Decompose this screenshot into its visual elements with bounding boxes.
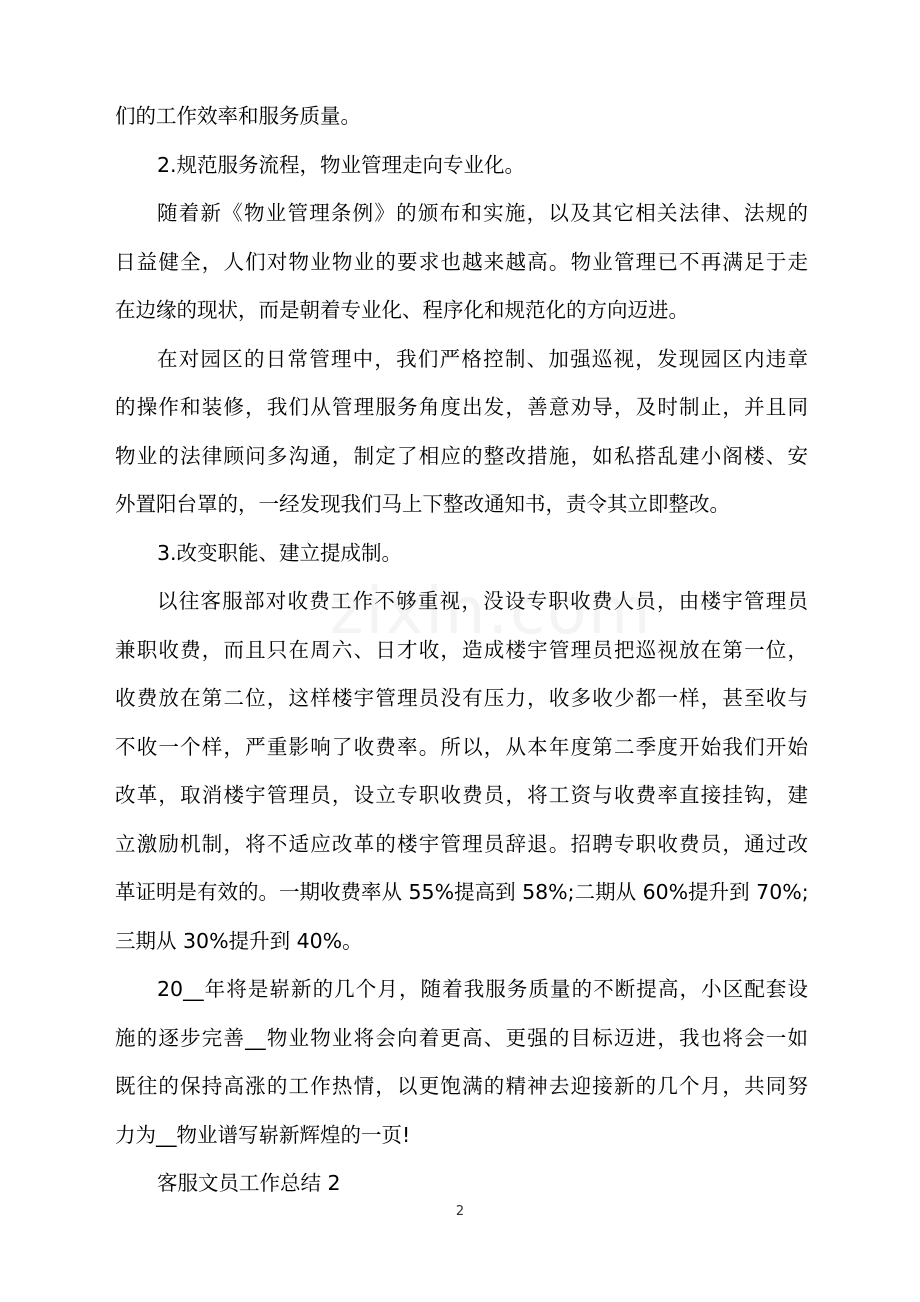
text-line: 以往客服部对收费工作不够重视，没设专职收费人员，由楼宇管理员: [157, 589, 808, 613]
text-line: 2.规范服务流程，物业管理走向专业化。: [157, 152, 526, 177]
text-line: 既往的保持高涨的工作热情，以更饱满的精神去迎接新的几个月，共同努: [115, 1074, 808, 1098]
text-line: 力为__物业谱写崭新辉煌的一页!: [115, 1122, 411, 1147]
text-line: 外置阳台罩的，一经发现我们马上下整改通知书，责令其立即整改。: [115, 492, 730, 516]
section-heading: 3.改变职能、建立提成制。: [157, 540, 403, 565]
text-line: 在对园区的日常管理中，我们严格控制、加强巡视，发现园区内违章: [157, 346, 808, 371]
text-line: 三期从 30%提升到 40%。: [115, 928, 363, 953]
text-line: 随着新《物业管理条例》的颁布和实施，以及其它相关法律、法规的: [157, 201, 808, 225]
text-line: 日益健全，人们对物业物业的要求也越来越高。物业管理已不再满足于走: [115, 249, 808, 274]
section-title: 客服文员工作总结 2: [157, 1171, 341, 1195]
text-line: 收费放在第二位，这样楼宇管理员没有压力，收多收少都一样，甚至收与: [115, 686, 808, 710]
page-number: 2: [455, 1204, 465, 1219]
text-line: 20__年将是崭新的几个月，随着我服务质量的不断提高，小区配套设: [157, 977, 808, 1001]
text-line: 改革，取消楼宇管理员，设立专职收费员，将工资与收费率直接挂钩，建: [115, 783, 808, 807]
text-line: 不收一个样，严重影响了收费率。所以，从本年度第二季度开始我们开始: [115, 734, 808, 759]
text-line: 在边缘的现状，而是朝着专业化、程序化和规范化的方向迈进。: [115, 298, 689, 322]
document-body: [115, 92, 808, 1208]
text-line: 的操作和装修，我们从管理服务角度出发，善意劝导，及时制止，并且同: [115, 395, 808, 419]
text-line: 兼职收费，而且只在周六、日才收，造成楼宇管理员把巡视放在第一位，: [115, 637, 808, 662]
text-line: 物业的法律顾问多沟通，制定了相应的整改措施，如私搭乱建小阁楼、安: [115, 443, 808, 468]
text-line: 立激励机制，将不适应改革的楼宇管理员辞退。招聘专职收费员，通过改: [115, 831, 808, 856]
text-line: 革证明是有效的。一期收费率从 55%提高到 58%;二期从 60%提升到 70%;: [115, 880, 809, 904]
text-line: 们的工作效率和服务质量。: [115, 104, 361, 128]
text-line: 施的逐步完善__物业物业将会向着更高、更强的目标迈进，我也将会一如: [115, 1025, 808, 1050]
